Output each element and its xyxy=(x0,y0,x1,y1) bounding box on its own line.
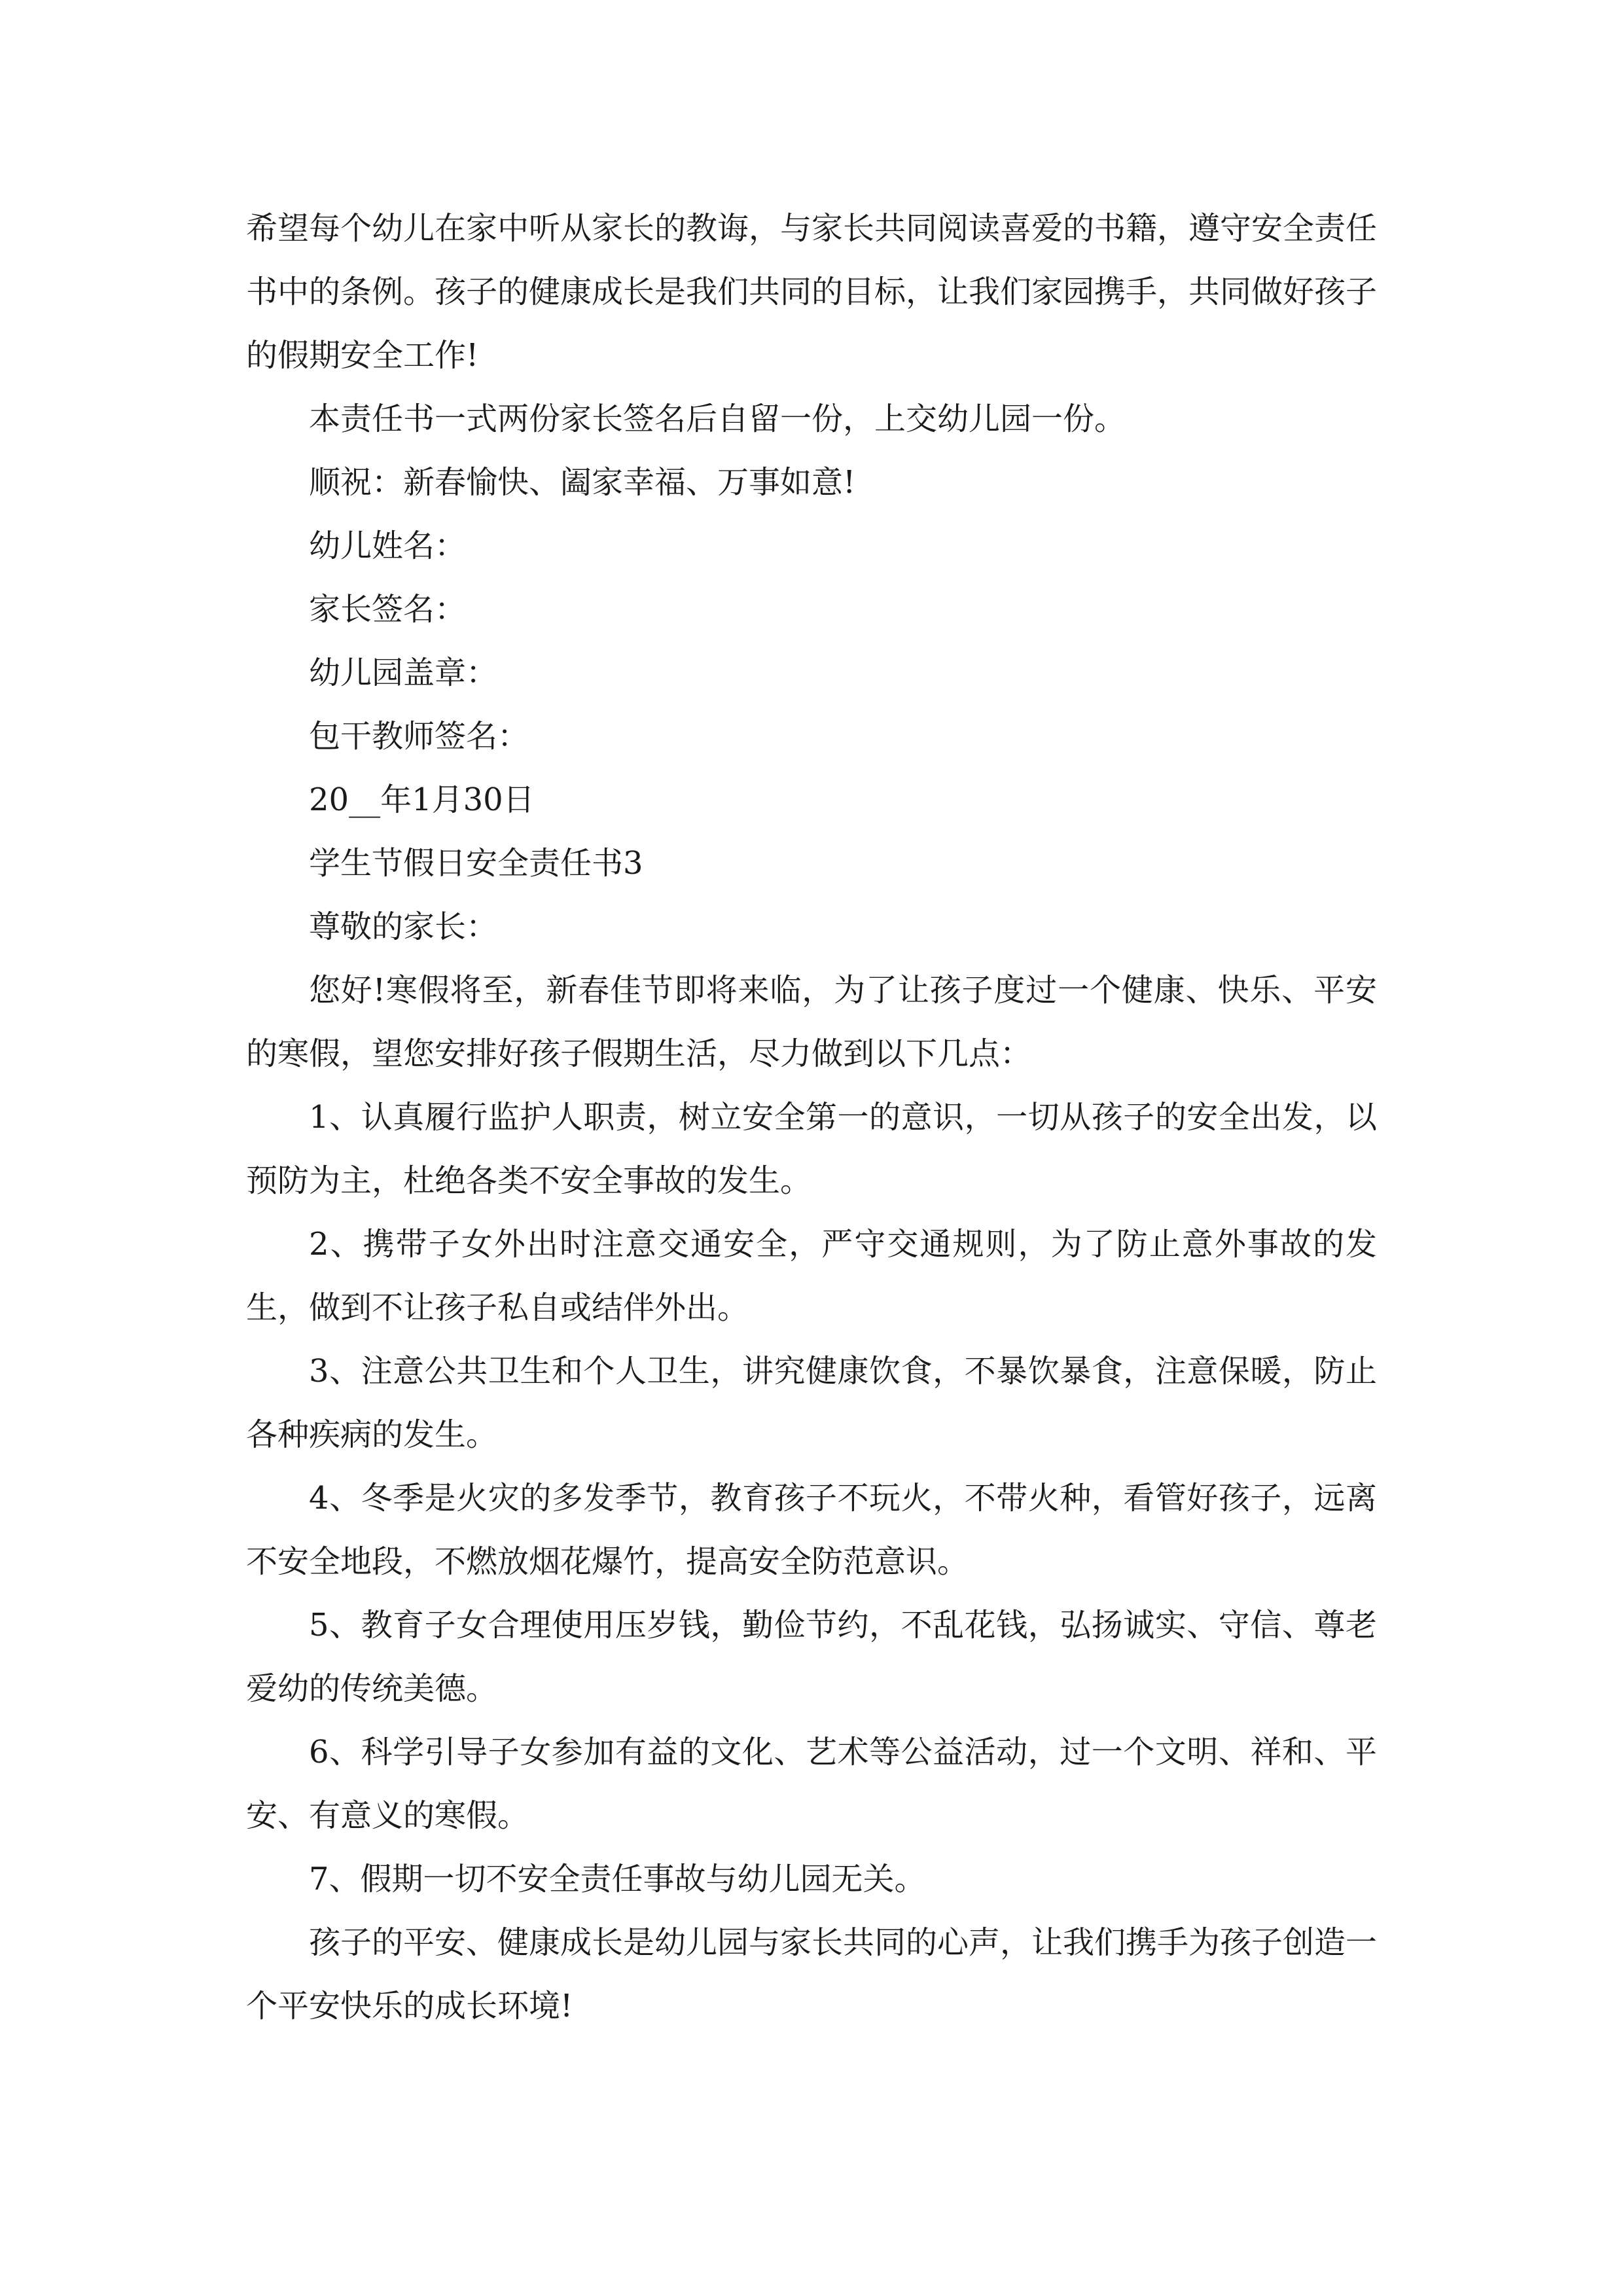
field-kindergarten-seal: 幼儿园盖章： xyxy=(309,655,498,691)
field-child-name: 幼儿姓名： xyxy=(309,528,467,564)
section-title: 学生节假日安全责任书3 xyxy=(309,845,643,882)
paragraph-copies-note: 本责任书一式两份家长签名后自留一份，上交幼儿园一份。 xyxy=(309,401,1126,437)
list-item-1: 1、认真履行监护人职责，树立安全第一的意识，一切从孩子的安全出发，以预防为主，杜绝各类不安全事故的发生。 xyxy=(246,1099,1377,1199)
field-parent-signature: 家长签名： xyxy=(309,591,467,628)
field-teacher-signature: 包干教师签名： xyxy=(309,718,529,755)
paragraph-greeting-wishes: 顺祝：新春愉快、阖家幸福、万事如意! xyxy=(309,464,856,501)
list-item-4: 4、冬季是火灾的多发季节，教育孩子不玩火，不带火种，看管好孩子，远离不安全地段，不燃放烟花爆竹，提高安全防范意识。 xyxy=(246,1480,1377,1580)
paragraph-intro-continuation: 希望每个幼儿在家中听从家长的教诲，与家长共同阅读喜爱的书籍，遵守安全责任书中的条例。孩子的健康成长是我们共同的目标，让我们家园携手，共同做好孩子的假期安全工作! xyxy=(246,210,1378,374)
document-body xyxy=(246,197,1377,2038)
list-item-5: 5、教育子女合理使用压岁钱，勤俭节约，不乱花钱，弘扬诚实、守信、尊老爱幼的传统美德。 xyxy=(246,1607,1377,1707)
list-item-6: 6、科学引导子女参加有益的文化、艺术等公益活动，过一个文明、祥和、平安、有意义的寒假。 xyxy=(246,1734,1377,1834)
salutation: 尊敬的家长： xyxy=(309,908,498,945)
paragraph-closing: 孩子的平安、健康成长是幼儿园与家长共同的心声，让我们携手为孩子创造一个平安快乐的成长环境! xyxy=(246,1924,1378,2024)
paragraph-opening: 您好!寒假将至，新春佳节即将来临，为了让孩子度过一个健康、快乐、平安的寒假，望您安排好孩子假期生活，尽力做到以下几点： xyxy=(246,972,1377,1072)
field-date: 20__年1月30日 xyxy=(309,781,535,818)
list-item-7: 7、假期一切不安全责任事故与幼儿园无关。 xyxy=(309,1861,926,1897)
list-item-2: 2、携带子女外出时注意交通安全，严守交通规则，为了防止意外事故的发生，做到不让孩子私自或结伴外出。 xyxy=(246,1226,1377,1326)
list-item-3: 3、注意公共卫生和个人卫生，讲究健康饮食，不暴饮暴食，注意保暖，防止各种疾病的发生。 xyxy=(246,1353,1377,1453)
